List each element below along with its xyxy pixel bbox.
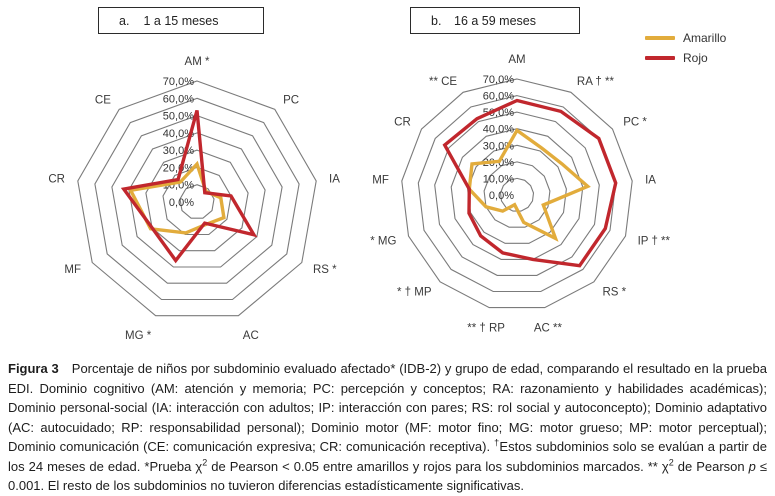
- tick-label: 60,0%: [162, 93, 194, 106]
- caption-segment: p: [748, 458, 756, 474]
- tick-label: 30,0%: [482, 140, 514, 153]
- panel-b-letter: b.: [431, 13, 442, 28]
- tick-label: 40,0%: [162, 127, 194, 140]
- tick-label: 30,0%: [162, 145, 194, 158]
- tick-label: 50,0%: [482, 107, 514, 120]
- caption-segment: ≤ 0.001. El resto de los subdominios no tuvieron diferencias estadísticamente significativas.: [8, 458, 768, 493]
- grid-ring: [112, 116, 282, 284]
- tick-label: 50,0%: [162, 110, 194, 123]
- axis-label-AC: AC: [242, 329, 259, 342]
- caption-segment: de Pearson < 0.05 entre amarillos y rojos para los subdominios marcados. ** χ: [207, 458, 669, 474]
- axis-label-CE: CE: [94, 94, 111, 107]
- axis-label-CR: CR: [394, 116, 411, 129]
- legend-label-rojo: Rojo: [683, 51, 708, 65]
- figure-caption: [8, 359, 767, 496]
- axis-label-RS: RS *: [313, 264, 337, 276]
- panel-a-title: 1 a 15 meses: [143, 13, 219, 28]
- axis-label-RA: RA † **: [576, 75, 614, 88]
- tick-label: 20,0%: [162, 162, 194, 175]
- grid-ring: [95, 98, 299, 299]
- caption-segment: 2: [668, 457, 674, 468]
- tick-label: 70,0%: [482, 74, 514, 86]
- axis-label-AM: AM *: [184, 56, 210, 68]
- tick-label: 10,0%: [482, 173, 514, 186]
- axis-label-PC: PC *: [623, 116, 647, 129]
- axis-label-MP: * † MP: [396, 286, 432, 299]
- axis-label-MF: MF: [64, 264, 81, 276]
- axis-label-RP: ** † RP: [467, 322, 505, 335]
- tick-label: 0,0%: [168, 197, 194, 209]
- axis-label-MF: MF: [372, 174, 389, 187]
- axis-label-PC: PC: [283, 94, 300, 107]
- axis-label-AM: AM: [508, 54, 526, 66]
- axis-label-MG: MG *: [124, 329, 152, 342]
- caption-segment: Figura 3: [8, 361, 59, 376]
- grid-ring: [129, 133, 265, 267]
- axis-label-MG: * MG: [370, 235, 397, 248]
- legend-label-amarillo: Amarillo: [683, 31, 727, 45]
- axis-label-CR: CR: [48, 173, 65, 186]
- caption-segment: 2: [202, 457, 208, 468]
- caption-segment: Estos subdominios solo se evalúan a partir de los 24 meses de edad. *Prueba χ: [8, 439, 767, 474]
- caption-segment: †: [494, 437, 500, 448]
- axis-label-RS: RS *: [602, 286, 627, 299]
- grid-ring: [418, 96, 615, 292]
- axis-label-CE: ** CE: [428, 75, 458, 88]
- grid-ring: [402, 79, 632, 308]
- grid-ring: [435, 112, 600, 275]
- tick-label: 60,0%: [482, 90, 514, 103]
- axis-label-IP: IP † **: [637, 235, 671, 248]
- tick-label: 40,0%: [482, 123, 514, 136]
- caption-segment: de Pearson: [673, 458, 749, 474]
- axis-label-IA: IA: [645, 174, 656, 187]
- axis-label-AC: AC **: [533, 322, 562, 335]
- axis-label-IA: IA: [329, 173, 340, 186]
- grid-ring: [451, 129, 583, 260]
- tick-label: 0,0%: [488, 190, 514, 202]
- panel-a-letter: a.: [119, 13, 130, 28]
- caption-segment: Porcentaje de niños por subdominio evaluado afectado* (IDB-2) y grupo de edad, comparando el resultado en la prueba EDI. Dominio cognitivo (AM: atención y memoria; PC: percepción y conceptos; RA: razonamiento y habilidades académicas); Dominio personal-social (IA: interacción con adultos; IP: interacción con pares; RS: rol social y autoconcepto); Dominio adaptativo (AC: autocuidado; RP: responsabilidad personal); Dominio motor (MF: motor fino; MG: motor grueso; MP: motor perceptual); Dominio comunicación (CE: comunicación expresiva; CR: comunicación receptiva).: [8, 361, 767, 454]
- tick-label: 10,0%: [162, 179, 194, 192]
- panel-b-title: 16 a 59 meses: [454, 13, 536, 28]
- tick-label: 70,0%: [162, 76, 194, 88]
- tick-label: 20,0%: [482, 156, 514, 169]
